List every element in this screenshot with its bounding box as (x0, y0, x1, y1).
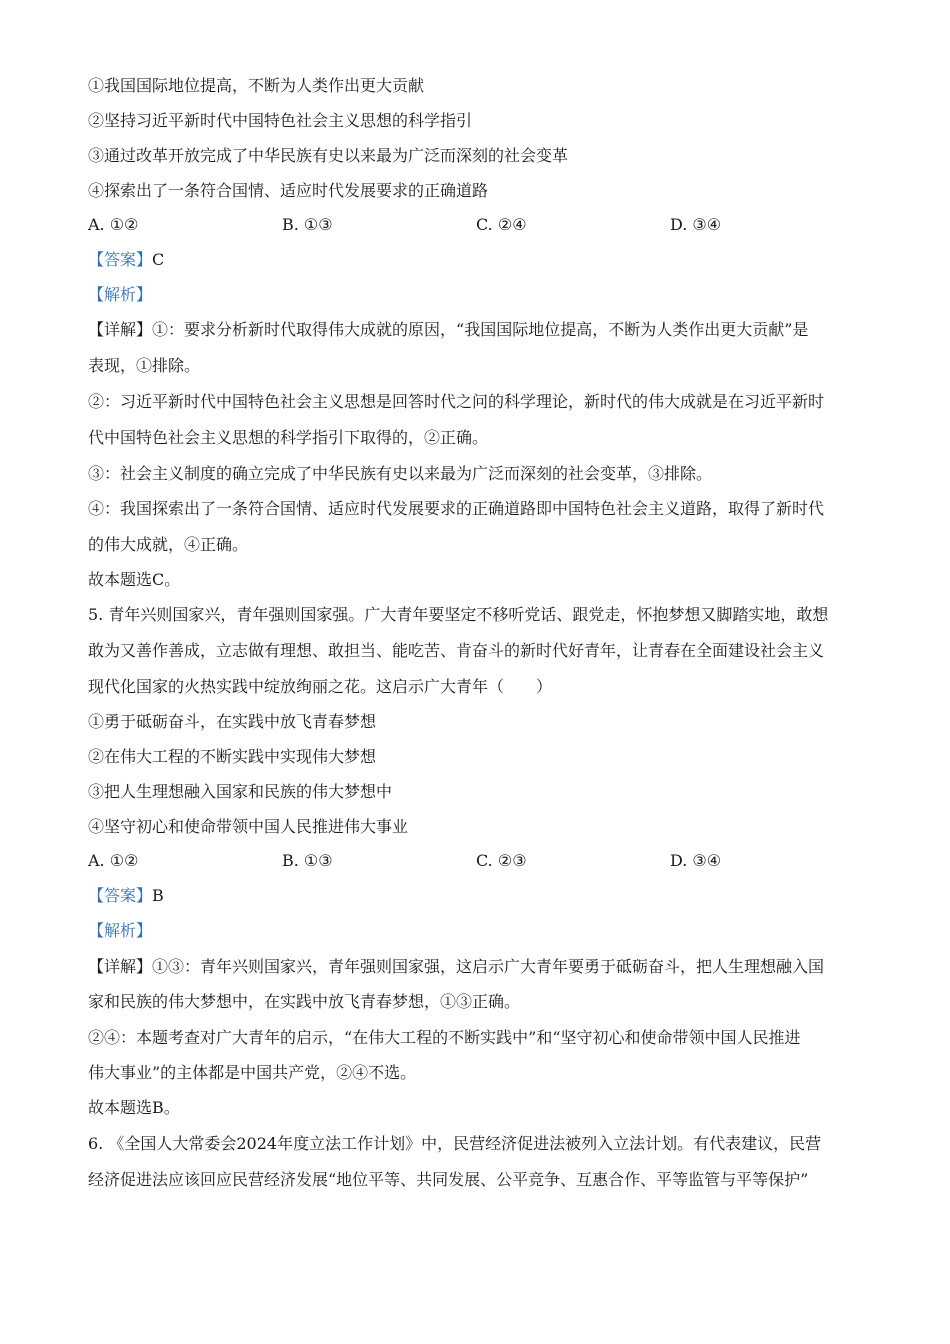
q5-answer (88, 886, 868, 906)
q5-choice-c: C. ②③ (476, 851, 527, 870)
q4-detail-line-5: ③：社会主义制度的确立完成了中华民族有史以来最为广泛而深刻的社会变革，③排除。 (88, 464, 713, 483)
q4-choice-b: B. ①③ (282, 215, 333, 234)
q5-detail-line-2: 家和民族的伟大梦想中，在实践中放飞青春梦想，①③正确。 (88, 992, 521, 1011)
q4-option-2: ②坚持习近平新时代中国特色社会主义思想的科学指引 (88, 111, 473, 130)
answer-label: 【答案】 (88, 886, 153, 905)
q4-option-3: ③通过改革开放完成了中华民族有史以来最为广泛而深刻的社会变革 (88, 146, 569, 165)
q5-choice-b: B. ①③ (282, 851, 333, 870)
q4-option-4: ④探索出了一条符合国情、适应时代发展要求的正确道路 (88, 181, 489, 200)
q5-option-1: ①勇于砥砺奋斗，在实践中放飞青春梦想 (88, 712, 377, 731)
q5-analysis-label: 【解析】 (88, 921, 153, 940)
q6-stem-line-1: 6. 《全国人大常委会2024年度立法工作计划》中，民营经济促进法被列入立法计划。有代表建议，民营 (88, 1134, 822, 1153)
q4-choice-d: D. ③④ (670, 215, 722, 234)
answer-label: 【答案】 (88, 250, 153, 269)
q4-conclusion: 故本题选C。 (88, 570, 181, 589)
detail-text: ①③：青年兴则国家兴，青年强则国家强，这启示广大青年要勇于砥砺奋斗，把人生理想融入国 (152, 957, 825, 976)
q5-conclusion: 故本题选B。 (88, 1098, 180, 1117)
q5-choice-d: D. ③④ (670, 851, 722, 870)
q4-analysis-label: 【解析】 (88, 285, 153, 304)
q4-detail-line-4: 代中国特色社会主义思想的科学指引下取得的，②正确。 (88, 428, 489, 447)
q5-detail-line-1 (88, 957, 868, 977)
answer-value: B (152, 886, 164, 905)
detail-label: 【详解】 (88, 320, 153, 339)
detail-label: 【详解】 (88, 957, 153, 976)
q5-option-3: ③把人生理想融入国家和民族的伟大梦想中 (88, 782, 393, 801)
q4-answer (88, 250, 868, 270)
q4-detail-line-6: ④：我国探索出了一条符合国情、适应时代发展要求的正确道路即中国特色社会主义道路，取得了新时代 (88, 499, 825, 518)
q5-stem-line-3: 现代化国家的火热实践中绽放绚丽之花。这启示广大青年（ ） (88, 677, 553, 696)
q5-stem-line-2: 敢为又善作善成，立志做有理想、敢担当、能吃苦、肯奋斗的新时代好青年，让青春在全面建设社会主义 (88, 641, 825, 660)
q5-option-2: ②在伟大工程的不断实践中实现伟大梦想 (88, 747, 377, 766)
q4-detail-line-2: 表现，①排除。 (88, 356, 201, 375)
q4-option-1: ①我国国际地位提高，不断为人类作出更大贡献 (88, 76, 425, 95)
q5-option-4: ④坚守初心和使命带领中国人民推进伟大事业 (88, 817, 409, 836)
q4-detail-line-7: 的伟大成就，④正确。 (88, 535, 249, 554)
answer-value: C (152, 250, 165, 269)
q5-stem-line-1: 5. 青年兴则国家兴，青年强则国家强。广大青年要坚定不移听党话、跟党走，怀抱梦想又脚踏实地，敢想 (88, 605, 829, 624)
q5-choice-a: A. ①② (88, 851, 139, 870)
q4-choice-a: A. ①② (88, 215, 139, 234)
q5-detail-line-4: 伟大事业”的主体都是中国共产党，②④不选。 (88, 1063, 417, 1082)
q4-choice-c: C. ②④ (476, 215, 527, 234)
q6-stem-line-2: 经济促进法应该回应民营经济发展“地位平等、共同发展、公平竞争、互惠合作、平等监管与平等保护” (88, 1170, 809, 1189)
q4-detail-line-3: ②：习近平新时代中国特色社会主义思想是回答时代之问的科学理论，新时代的伟大成就是在习近平新时 (88, 392, 825, 411)
q5-detail-line-3: ②④：本题考查对广大青年的启示，“在伟大工程的不断实践中”和“坚守初心和使命带领中国人民推进 (88, 1028, 801, 1047)
detail-text: ①：要求分析新时代取得伟大成就的原因，“我国国际地位提高，不断为人类作出更大贡献”是 (152, 320, 809, 339)
q4-detail-line-1 (88, 320, 868, 340)
